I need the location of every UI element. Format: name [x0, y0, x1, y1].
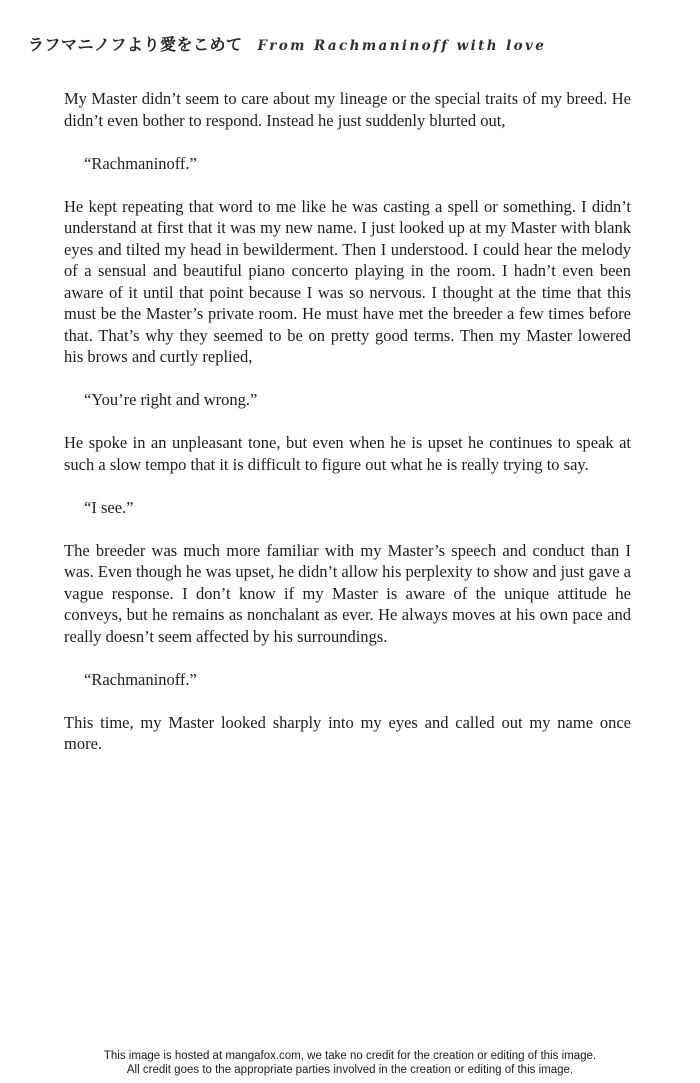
story-text [64, 88, 631, 755]
disclaimer-line-2: All credit goes to the appropriate parties involved in the creation or editing of this image. [126, 1064, 574, 1076]
story-paragraph: He spoke in an unpleasant tone, but even when he is upset he continues to speak at such a slow tempo that it is difficult to figure out what he is really trying to say. [64, 433, 631, 474]
page-header [28, 32, 546, 55]
story-paragraph: This time, my Master looked sharply into my eyes and called out my name once more. [64, 712, 631, 753]
series-title-japanese: ラフマニノフより愛をこめて [28, 35, 243, 54]
dialogue-line: “You’re right and wrong.” [84, 390, 258, 409]
hosting-disclaimer [0, 1049, 700, 1077]
story-paragraph: My Master didn’t seem to care about my lineage or the special traits of my breed. He didn’t even bother to respond. Instead he just suddenly blurted out, [64, 89, 631, 130]
dialogue-line: “I see.” [84, 497, 134, 517]
dialogue-line: “Rachmaninoff.” [84, 153, 197, 173]
series-title-english: From Rachmaninoff with love [257, 38, 547, 54]
story-paragraph: He kept repeating that word to me like he was casting a spell or something. I didn’t understand at first that it was my new name. I just looked up at my Master with blank eyes and tilted my head in bewilderment. Then I understood. I could hear the melody of a sensual and beautiful piano concerto playing in the room. I hadn’t even been aware of it until that point because I was so nervous. I thought at the time that this must be the Master’s private room. He must have met the breeder a few times before that. That’s why they seemed to be on pretty good terms. Then my Master lowered his brows and curtly replied, [64, 196, 631, 366]
story-paragraph: The breeder was much more familiar with my Master’s speech and conduct than I was. Even though he was upset, he didn’t allow his perplexity to show and just gave a vague response. I don’t know if my Master is aware of the unique attitude he conveys, but he remains as nonchalant as ever. He always moves at his own pace and really doesn’t seem affected by his surroundings. [64, 540, 632, 646]
disclaimer-line-1: This image is hosted at mangafox.com, we take no credit for the creation or editing of this image. [103, 1050, 597, 1062]
dialogue-line: “Rachmaninoff.” [84, 669, 197, 689]
